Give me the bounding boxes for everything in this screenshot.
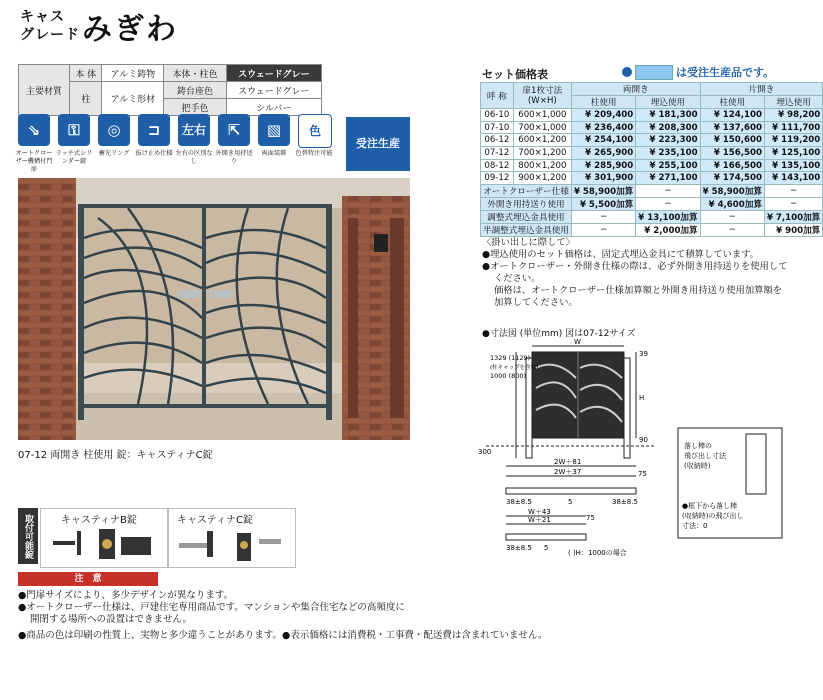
lock-b-title: キャスティナB錠 xyxy=(61,515,137,526)
feature-label: 抜け止め仕様 xyxy=(135,150,173,157)
dim-label: 75 xyxy=(586,514,595,522)
dim-label: W＋43 xyxy=(528,508,551,516)
auto-closer-icon: ⇘ xyxy=(18,114,50,146)
dim-label: 38±8.5 xyxy=(612,498,638,506)
notice-text: は受注生産品です。 xyxy=(676,66,775,79)
table-row xyxy=(481,134,823,147)
table-cell: 600×1,000 xyxy=(513,109,571,122)
photo-caption: 07-12 両開き 柱使用 錠：キャスティナC錠 xyxy=(18,450,213,461)
lock-b-card xyxy=(40,508,168,568)
gate-photo-illustration xyxy=(18,178,410,440)
feature-label: ラッチ式シリンダー錠 xyxy=(55,150,93,165)
material-cell: シルバー xyxy=(226,99,321,116)
dimension-heading: ●寸法図 xyxy=(482,329,517,339)
column-header: 呼 称 xyxy=(481,83,514,109)
dim-label: W＋21 xyxy=(528,516,551,524)
grade-label-line2: グレード xyxy=(20,27,80,43)
dim-label: (収納時) xyxy=(684,462,711,470)
column-header: 柱使用 xyxy=(700,96,764,109)
table-cell: ¥ 166,500 xyxy=(700,159,764,172)
table-cell: ¥ 150,600 xyxy=(700,134,764,147)
material-cell: 本 体 xyxy=(70,65,102,82)
dim-label: H xyxy=(639,394,645,402)
dim-label: ●框下から落し棒 xyxy=(682,502,738,510)
table-cell: ¥ 111,700 xyxy=(764,121,822,134)
column-header: 柱使用 xyxy=(571,96,635,109)
table-cell: ¥ 125,100 xyxy=(764,147,822,160)
table-cell: ¥ 209,400 xyxy=(571,109,635,122)
luminous-ring-icon: ◎ xyxy=(98,114,130,146)
custom-order-badge: 受注生産 xyxy=(346,117,410,171)
table-cell: ¥ 58,900加算 xyxy=(571,185,635,198)
table-cell: ¥ 236,400 xyxy=(571,121,635,134)
table-cell: 外開き用持送り使用 xyxy=(481,198,572,211)
table-row xyxy=(481,121,823,134)
dim-label: 38±8.5 xyxy=(506,498,532,506)
table-cell: ¥ 124,100 xyxy=(700,109,764,122)
feature-label: 蓄光リング xyxy=(98,150,130,157)
material-cell: 把手色 xyxy=(164,99,226,116)
feature-label: 色替特注可能 xyxy=(295,150,333,157)
bolt-icon: ⊐ xyxy=(138,114,170,146)
dim-label: 落し棒の xyxy=(684,442,712,450)
price-table-title: セット価格表 xyxy=(482,68,548,81)
custom-order-notice xyxy=(622,64,774,80)
lock-b-icon xyxy=(47,525,159,563)
color-custom-icon: 色 xyxy=(298,114,332,148)
table-cell: ¥ 119,200 xyxy=(764,134,822,147)
material-row-label: 主要材質 xyxy=(19,65,70,116)
table-row xyxy=(481,172,823,185)
table-cell: ¥ 58,900加算 xyxy=(700,185,764,198)
table-row xyxy=(481,185,823,198)
dim-label: (収納時)の飛び出し xyxy=(682,512,744,520)
dimension-drawing xyxy=(476,338,786,558)
highlight-swatch xyxy=(635,65,673,80)
table-cell: ¥ 137,600 xyxy=(700,121,764,134)
caution-header: 注 意 xyxy=(18,572,158,586)
dim-label: 飛び出し寸法 xyxy=(684,452,726,460)
table-cell: ¥ 98,200 xyxy=(764,109,822,122)
dim-label: 38±8.5 xyxy=(506,544,532,552)
table-cell: 06-12 xyxy=(481,134,514,147)
grade-label-line1: キャス xyxy=(20,9,65,25)
table-cell: 600×1,200 xyxy=(513,134,571,147)
table-cell: ¥ 271,100 xyxy=(636,172,700,185)
material-table xyxy=(18,64,322,116)
dim-label: 300 xyxy=(478,448,492,456)
table-cell: ─ xyxy=(636,198,700,211)
table-cell: ─ xyxy=(571,211,635,224)
table-cell: ¥ 2,000加算 xyxy=(636,224,700,237)
compatible-locks-label: 取付可能錠 xyxy=(18,508,38,564)
note-heading: 〈掛い出しに際して〉 xyxy=(482,237,575,248)
table-cell: 700×1,200 xyxy=(513,147,571,160)
table-cell: ¥ 223,300 xyxy=(636,134,700,147)
table-row xyxy=(481,147,823,160)
table-cell: ¥ 181,300 xyxy=(636,109,700,122)
note-text: ●埋込使用のセット価格は、固定式埋込金具にて積算しています。 xyxy=(482,249,759,260)
table-cell: ─ xyxy=(700,224,764,237)
table-cell: 調整式埋込金具使用 xyxy=(481,211,572,224)
dim-label: 2W＋37 xyxy=(554,468,582,476)
note-text: 価格は、オートクローザー仕様加算額と外開き用持送り使用加算額を xyxy=(494,285,783,296)
product-photo xyxy=(18,178,410,440)
table-cell: オートクローザー仕様 xyxy=(481,185,572,198)
table-cell: 半調整式埋込金具使用 xyxy=(481,224,572,237)
feature-label: 外開き用持送り xyxy=(215,150,253,165)
table-row xyxy=(481,211,823,224)
dim-label: 1329 (1129) xyxy=(490,354,531,362)
table-cell: ─ xyxy=(571,224,635,237)
lock-c-title: キャスティナC錠 xyxy=(177,515,253,526)
dimension-size-note: 図は07-12サイズ xyxy=(565,329,636,339)
table-row xyxy=(481,159,823,172)
dim-label: (柱キャップを含む) xyxy=(490,365,539,371)
material-cell: スウェードグレー xyxy=(226,82,321,99)
table-cell: ¥ 7,100加算 xyxy=(764,211,822,224)
column-header: 埋込使用 xyxy=(636,96,700,109)
table-cell: ¥ 143,100 xyxy=(764,172,822,185)
lock-c-card xyxy=(168,508,296,568)
table-cell: ¥ 301,900 xyxy=(571,172,635,185)
dimension-unit: (単位mm) xyxy=(519,329,563,339)
column-header: 片開き xyxy=(700,83,823,96)
table-cell: 800×1,200 xyxy=(513,159,571,172)
table-cell: 700×1,000 xyxy=(513,121,571,134)
caution-note: ●商品の色は印刷の性質上、実物と多少違うことがあります。●表示価格には消費税・工事費・配送費は含まれていません。 xyxy=(18,630,548,641)
table-cell: 06-10 xyxy=(481,109,514,122)
material-cell: スウェードグレー xyxy=(226,65,321,82)
table-cell: ¥ 235,100 xyxy=(636,147,700,160)
caution-note: ●オートクローザー仕様は、戸建住宅専用商品です。マンションや集合住宅などの高頻度に xyxy=(18,602,405,613)
table-cell: ─ xyxy=(764,185,822,198)
dim-label: 5 xyxy=(544,544,549,552)
note-text: 加算してください。 xyxy=(494,297,578,308)
table-cell: ¥ 254,100 xyxy=(571,134,635,147)
material-cell: 本体・柱色 xyxy=(164,65,226,82)
note-text: ●オートクローザー・外開き仕様の際は、必ず外開き用持送りを使用して xyxy=(482,261,788,272)
table-cell: 07-10 xyxy=(481,121,514,134)
table-cell: ¥ 4,600加算 xyxy=(700,198,764,211)
feature-label: 両面装飾 xyxy=(261,150,287,157)
material-cell: アルミ鋳物 xyxy=(102,65,164,82)
caution-note: ●門扉サイズにより、多少デザインが異なります。 xyxy=(18,590,234,601)
outward-open-icon: ⇱ xyxy=(218,114,250,146)
dim-label: 2W＋81 xyxy=(554,458,582,466)
caution-note: 開閉する場所への設置はできません。 xyxy=(30,614,193,625)
table-cell: 900×1,200 xyxy=(513,172,571,185)
latch-lock-icon: ⚿ xyxy=(58,114,90,146)
feature-label: オートクローザー機構付門扉 xyxy=(15,150,53,173)
table-cell: ─ xyxy=(764,198,822,211)
dim-label: W xyxy=(574,338,581,346)
table-cell: ¥ 135,100 xyxy=(764,159,822,172)
dim-label: 90 xyxy=(639,436,648,444)
table-cell: 07-12 xyxy=(481,147,514,160)
dim-label: ( )H：1000の場合 xyxy=(568,549,627,557)
table-cell: ¥ 208,300 xyxy=(636,121,700,134)
table-cell: ─ xyxy=(700,211,764,224)
table-cell: ¥ 265,900 xyxy=(571,147,635,160)
column-header: 埋込使用 xyxy=(764,96,822,109)
price-table xyxy=(480,82,823,237)
table-cell: ¥ 13,100加算 xyxy=(636,211,700,224)
note-text: ください。 xyxy=(494,273,541,284)
table-cell: ¥ 174,500 xyxy=(700,172,764,185)
dim-label: 5 xyxy=(568,498,573,506)
material-cell: 鋳台座色 xyxy=(164,82,226,99)
column-header: 扉1枚寸法 (W×H) xyxy=(513,83,571,109)
left-right-icon: 左右 xyxy=(178,114,210,146)
dim-label: 39 xyxy=(639,350,648,358)
material-cell: アルミ形材 xyxy=(102,82,164,116)
lock-c-icon xyxy=(175,525,287,563)
dim-label: 1000 (800) xyxy=(490,372,527,380)
table-cell: ¥ 156,500 xyxy=(700,147,764,160)
table-cell: 09-12 xyxy=(481,172,514,185)
column-header: 両開き xyxy=(571,83,700,96)
dim-label: 75 xyxy=(638,470,647,478)
product-name: みぎわ xyxy=(82,12,178,47)
material-cell: 柱 xyxy=(70,82,102,116)
table-cell: ¥ 285,900 xyxy=(571,159,635,172)
bullet-icon xyxy=(622,67,632,77)
table-cell: ─ xyxy=(636,185,700,198)
table-cell: 08-12 xyxy=(481,159,514,172)
table-row xyxy=(481,198,823,211)
table-cell: ¥ 900加算 xyxy=(764,224,822,237)
table-cell: ¥ 255,100 xyxy=(636,159,700,172)
feature-label: 左右の区別なし xyxy=(175,150,213,165)
dim-label: 寸法：0 xyxy=(682,522,708,530)
double-surface-icon: ▧ xyxy=(258,114,290,146)
table-row xyxy=(481,224,823,237)
table-cell: ¥ 5,500加算 xyxy=(571,198,635,211)
table-row xyxy=(481,109,823,122)
